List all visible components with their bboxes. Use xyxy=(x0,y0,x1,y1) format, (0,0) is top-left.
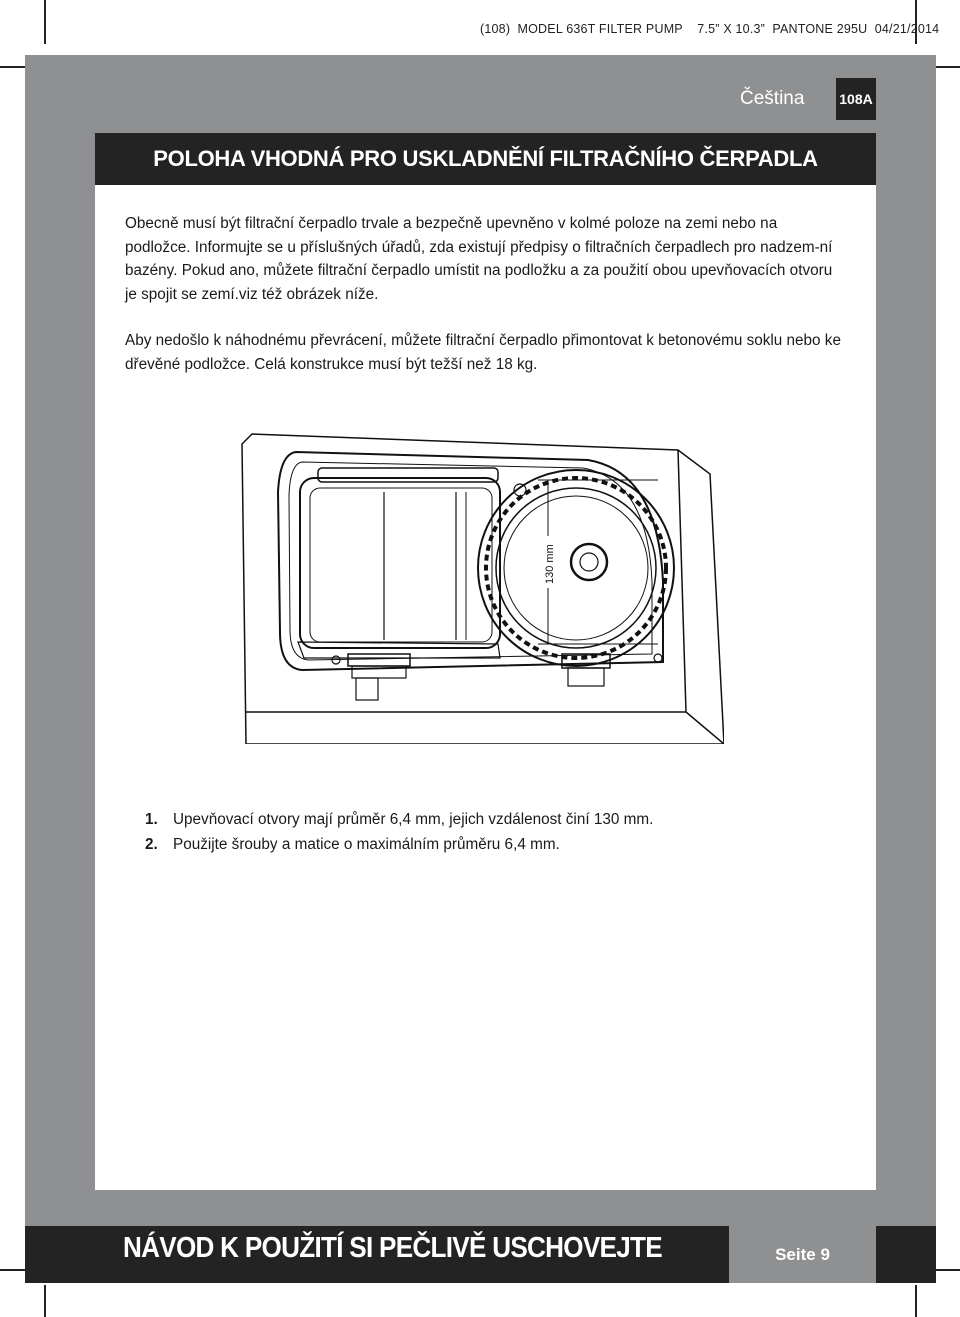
note-number: 1. xyxy=(145,811,158,828)
note-text: Použijte šrouby a matice o maximálním průměru 6,4 mm. xyxy=(173,835,560,853)
note-number: 2. xyxy=(145,835,158,853)
note-text: Upevňovací otvory mají průměr 6,4 mm, jejich vzdálenost činí 130 mm. xyxy=(173,811,654,828)
dimension-label: 130 mm xyxy=(544,544,556,584)
crop-mark xyxy=(44,0,46,44)
section-title: POLOHA VHODNÁ PRO USKLADNĚNÍ FILTRAČNÍHO ČERPADLA xyxy=(95,133,876,185)
page-number: Seite 9 xyxy=(729,1226,876,1283)
crop-mark xyxy=(915,1285,917,1317)
language-label: Čeština xyxy=(740,88,805,109)
paragraph-1: Obecně musí být filtrační čerpadlo trvale a bezpečně upevněno v kolmé poloze na zemi nebo na podložce. Informujte se u příslušných úřadů, zda existují předpisy o filtračních čerpadlech pro nadzem-ní bazény. Pokud ano, můžete filtrační čerpadlo umístit na podložku a za použití obou upevňovacích otvoru je spojit se zemí.viz též obrázek níže. xyxy=(125,215,833,303)
page-code-badge: 108A xyxy=(836,78,876,120)
notes-list xyxy=(145,808,653,857)
footer-text: NÁVOD K POUŽITÍ SI PEČLIVĚ USCHOVEJTE xyxy=(123,1232,662,1264)
note-item xyxy=(145,808,653,833)
note-item xyxy=(145,833,653,858)
crop-mark xyxy=(44,1285,46,1317)
print-info: (108) MODEL 636T FILTER PUMP 7.5” X 10.3” PANTONE 295U 04/21/2014 xyxy=(480,22,940,36)
pump-mounting-figure xyxy=(238,432,724,744)
paragraph-2: Aby nedošlo k náhodnému převrácení, můžete filtrační čerpadlo přimontovat k betonovému soklu nebo ke dřevěné podložce. Celá konstrukce musí být težší než 18 kg. xyxy=(125,332,841,373)
